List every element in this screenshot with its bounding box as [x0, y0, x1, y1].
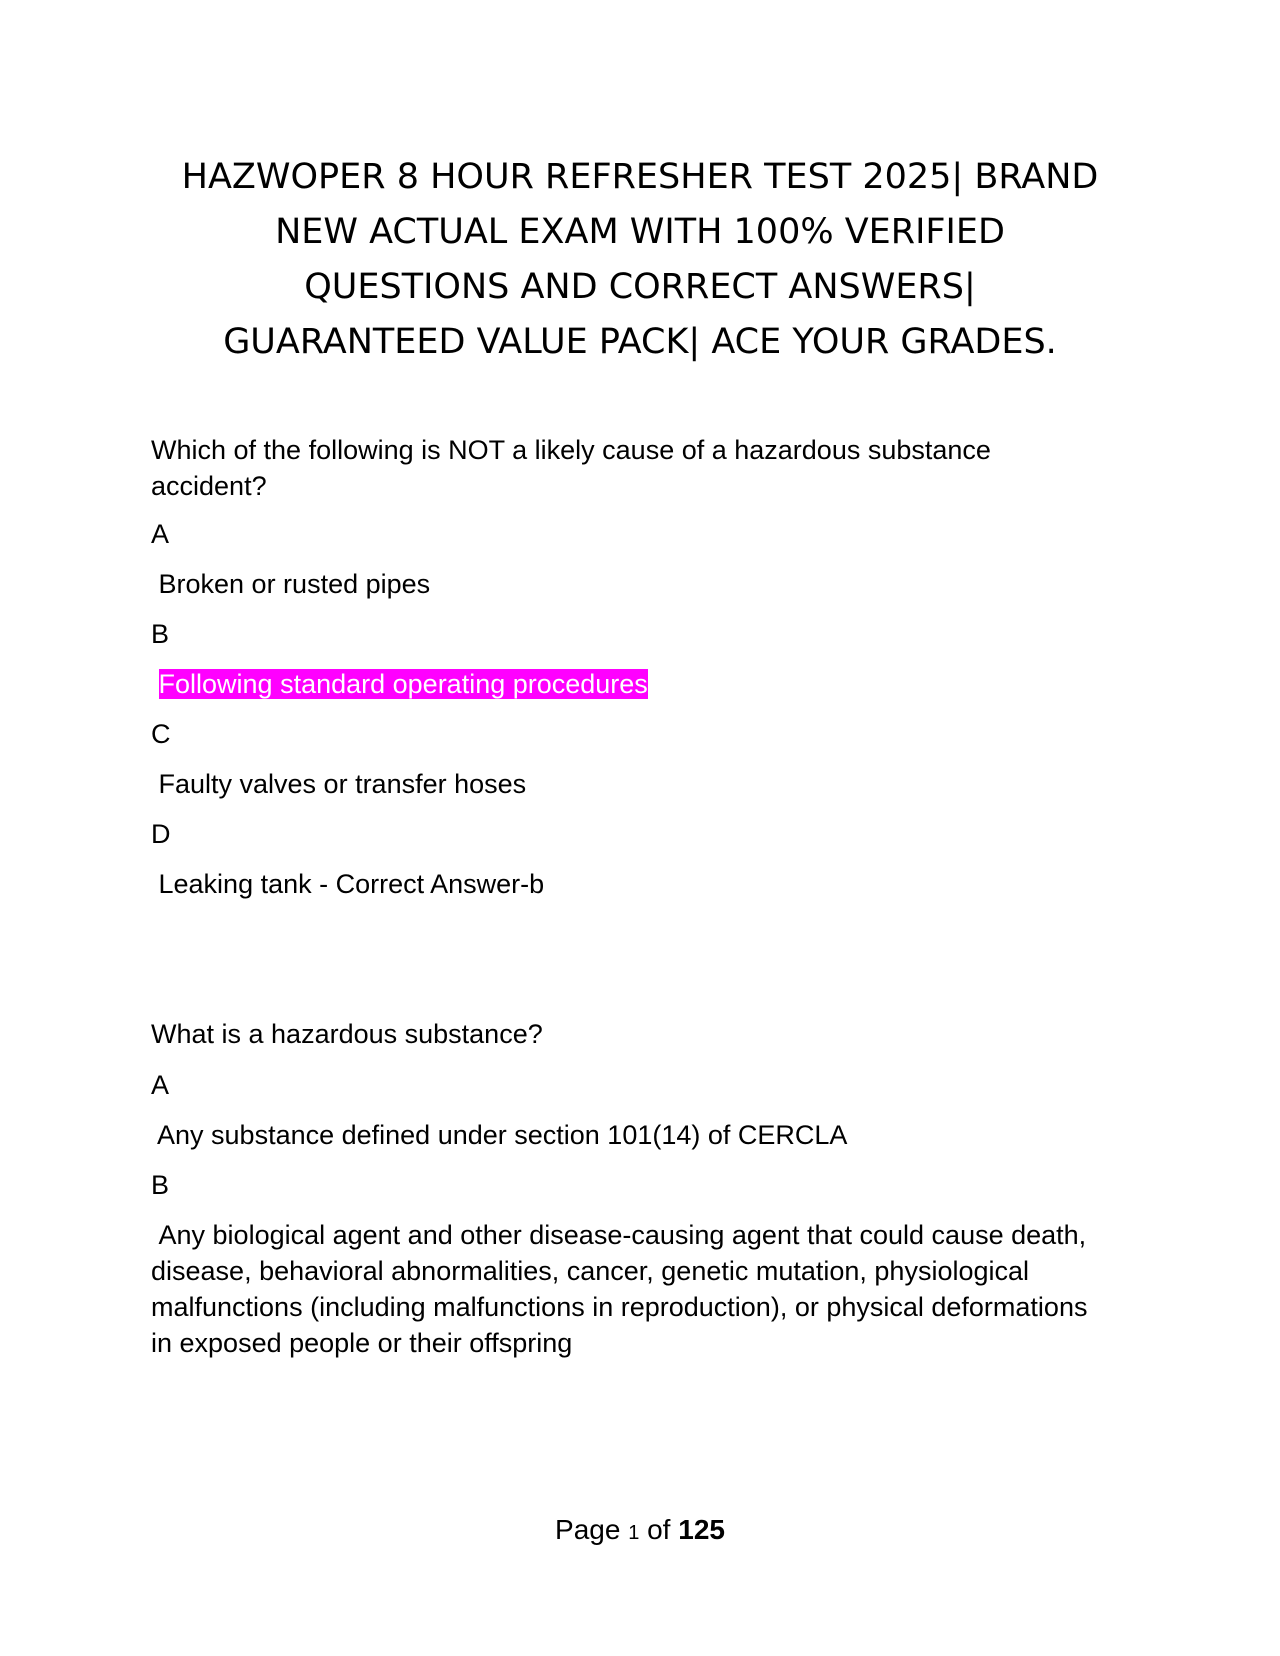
page-label: Page	[555, 1514, 629, 1545]
option-text	[151, 666, 1101, 702]
title-line: QUESTIONS AND CORRECT ANSWERS|	[304, 267, 976, 307]
question-text: Which of the following is NOT a likely cause of a hazardous substance accident?	[151, 435, 991, 501]
option-letter: A	[151, 519, 170, 549]
option-text: Faulty valves or transfer hoses	[151, 769, 527, 799]
of-label: of	[639, 1514, 679, 1545]
option-text: Any substance defined under section 101(14) of CERCLA	[151, 1120, 848, 1150]
title-line: NEW ACTUAL EXAM WITH 100% VERIFIED	[275, 212, 1005, 252]
highlighted-correct-answer: Following standard operating procedures	[158, 669, 648, 699]
title-line: GUARANTEED VALUE PACK| ACE YOUR GRADES.	[223, 322, 1057, 362]
option-letter: B	[151, 619, 170, 649]
option-letter: B	[151, 1170, 170, 1200]
title-line: HAZWOPER 8 HOUR REFRESHER TEST 2025| BRAND	[181, 157, 1099, 197]
document-title	[150, 150, 1130, 370]
option-text: Leaking tank - Correct Answer-b	[151, 869, 545, 899]
page-footer	[0, 1512, 1280, 1551]
total-pages: 125	[678, 1514, 725, 1545]
option-text: Any biological agent and other disease-causing agent that could cause death, disease, behavioral abnormalities, cancer, genetic mutation, physiological malfunctions (including malfunctions in reproduction), or physical deformations in exposed people or their offspring	[151, 1220, 1095, 1358]
option-letter: C	[151, 719, 171, 749]
option-text-lead	[151, 669, 159, 699]
option-letter: D	[151, 819, 171, 849]
question-text: What is a hazardous substance?	[151, 1019, 543, 1049]
option-text: Broken or rusted pipes	[151, 569, 431, 599]
option-letter: A	[151, 1070, 170, 1100]
page-number: 1	[628, 1522, 640, 1544]
